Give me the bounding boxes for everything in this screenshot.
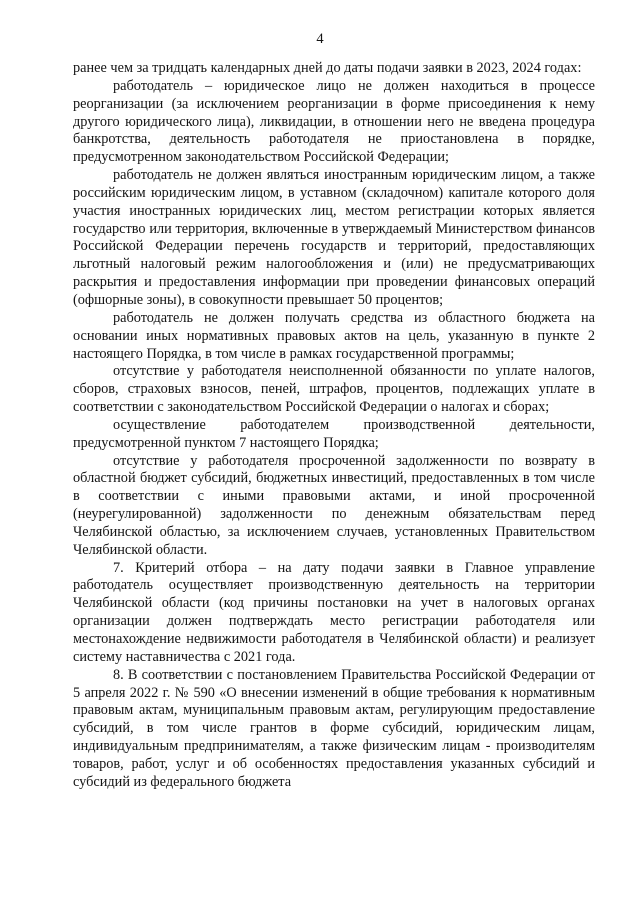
paragraph-overdue-debt-requirement: отсутствие у работодателя просроченной задолженности по возврату в областной бюджет субсидий, бюджетных инвестиций, предоставленных в том числе в соответствии с иными правовыми актами, и иной просроченной (неурегулированной) задолженности по денежным обязательствам перед Челябинской областью, за исключением случаев, установленных Правительством Челябинской области. — [73, 452, 595, 558]
paragraph-foreign-entity-requirement: работодатель не должен являться иностранным юридическим лицом, а также российским юридическим лицом, в уставном (складочном) капитале которого доля участия иностранных юридических лиц, местом регистрации которых является государство или территория, включенные в утверждаемый Министерством финансов Российской Федерации перечень государств и территорий, предоставляющих льготный налоговый режим налогообложения и (или) не предусматривающих раскрытия и предоставления информации при проведении финансовых операций (офшорные зоны), в совокупности превышает 50 процентов; — [73, 167, 595, 308]
paragraph-continuation: ранее чем за тридцать календарных дней до даты подачи заявки в 2023, 2024 годах: — [73, 60, 582, 76]
page-number: 4 — [316, 31, 324, 47]
paragraph-government-resolution: 8. В соответствии с постановлением Правительства Российской Федерации от 5 апреля 2022 г. № 590 «О внесении изменений в общие требования к нормативным правовым актам, муниципальным правовым актам, регулирующим предоставление субсидий, в том числе грантов в форме субсидий, юридическим лицам, индивидуальным предпринимателям, а также физическим лицам - производителям товаров, работ, услуг и об особенностях предоставления указанных субсидий и субсидий из федерального бюджета — [73, 666, 595, 790]
paragraph-production-activity: осуществление работодателем производственной деятельности, предусмотренной пунктом 7 настоящего Порядка; — [73, 416, 595, 451]
paragraph-reorganization-requirement: работодатель – юридическое лицо не должен находиться в процессе реорганизации (за исключением реорганизации в форме присоединения к нему другого юридического лица), ликвидации, в отношении него не введена процедура банкротства, деятельность работодателя не приостановлена в порядке, предусмотренном законодательством Российской Федерации; — [73, 77, 595, 166]
paragraph-tax-debt-requirement: отсутствие у работодателя неисполненной обязанности по уплате налогов, сборов, страховых взносов, пеней, штрафов, процентов, подлежащих уплате в соответствии с законодательством Российской Федерации о налогах и сборах; — [73, 363, 595, 416]
document-body — [73, 60, 595, 792]
paragraph-regional-budget-requirement: работодатель не должен получать средства из областного бюджета на основании иных нормативных правовых актов на цель, указанную в пункте 2 настоящего Порядка, в том числе в рамках государственной программы; — [73, 309, 595, 362]
paragraph-selection-criterion: 7. Критерий отбора – на дату подачи заявки в Главное управление работодатель осуществляет производственную деятельность на территории Челябинской области (код причины постановки на учет в налоговых органах организации должен подтверждать место регистрации работодателя или местонахождение недвижимости работодателя в Челябинской области) и реализует систему наставничества с 2021 года. — [73, 559, 595, 665]
